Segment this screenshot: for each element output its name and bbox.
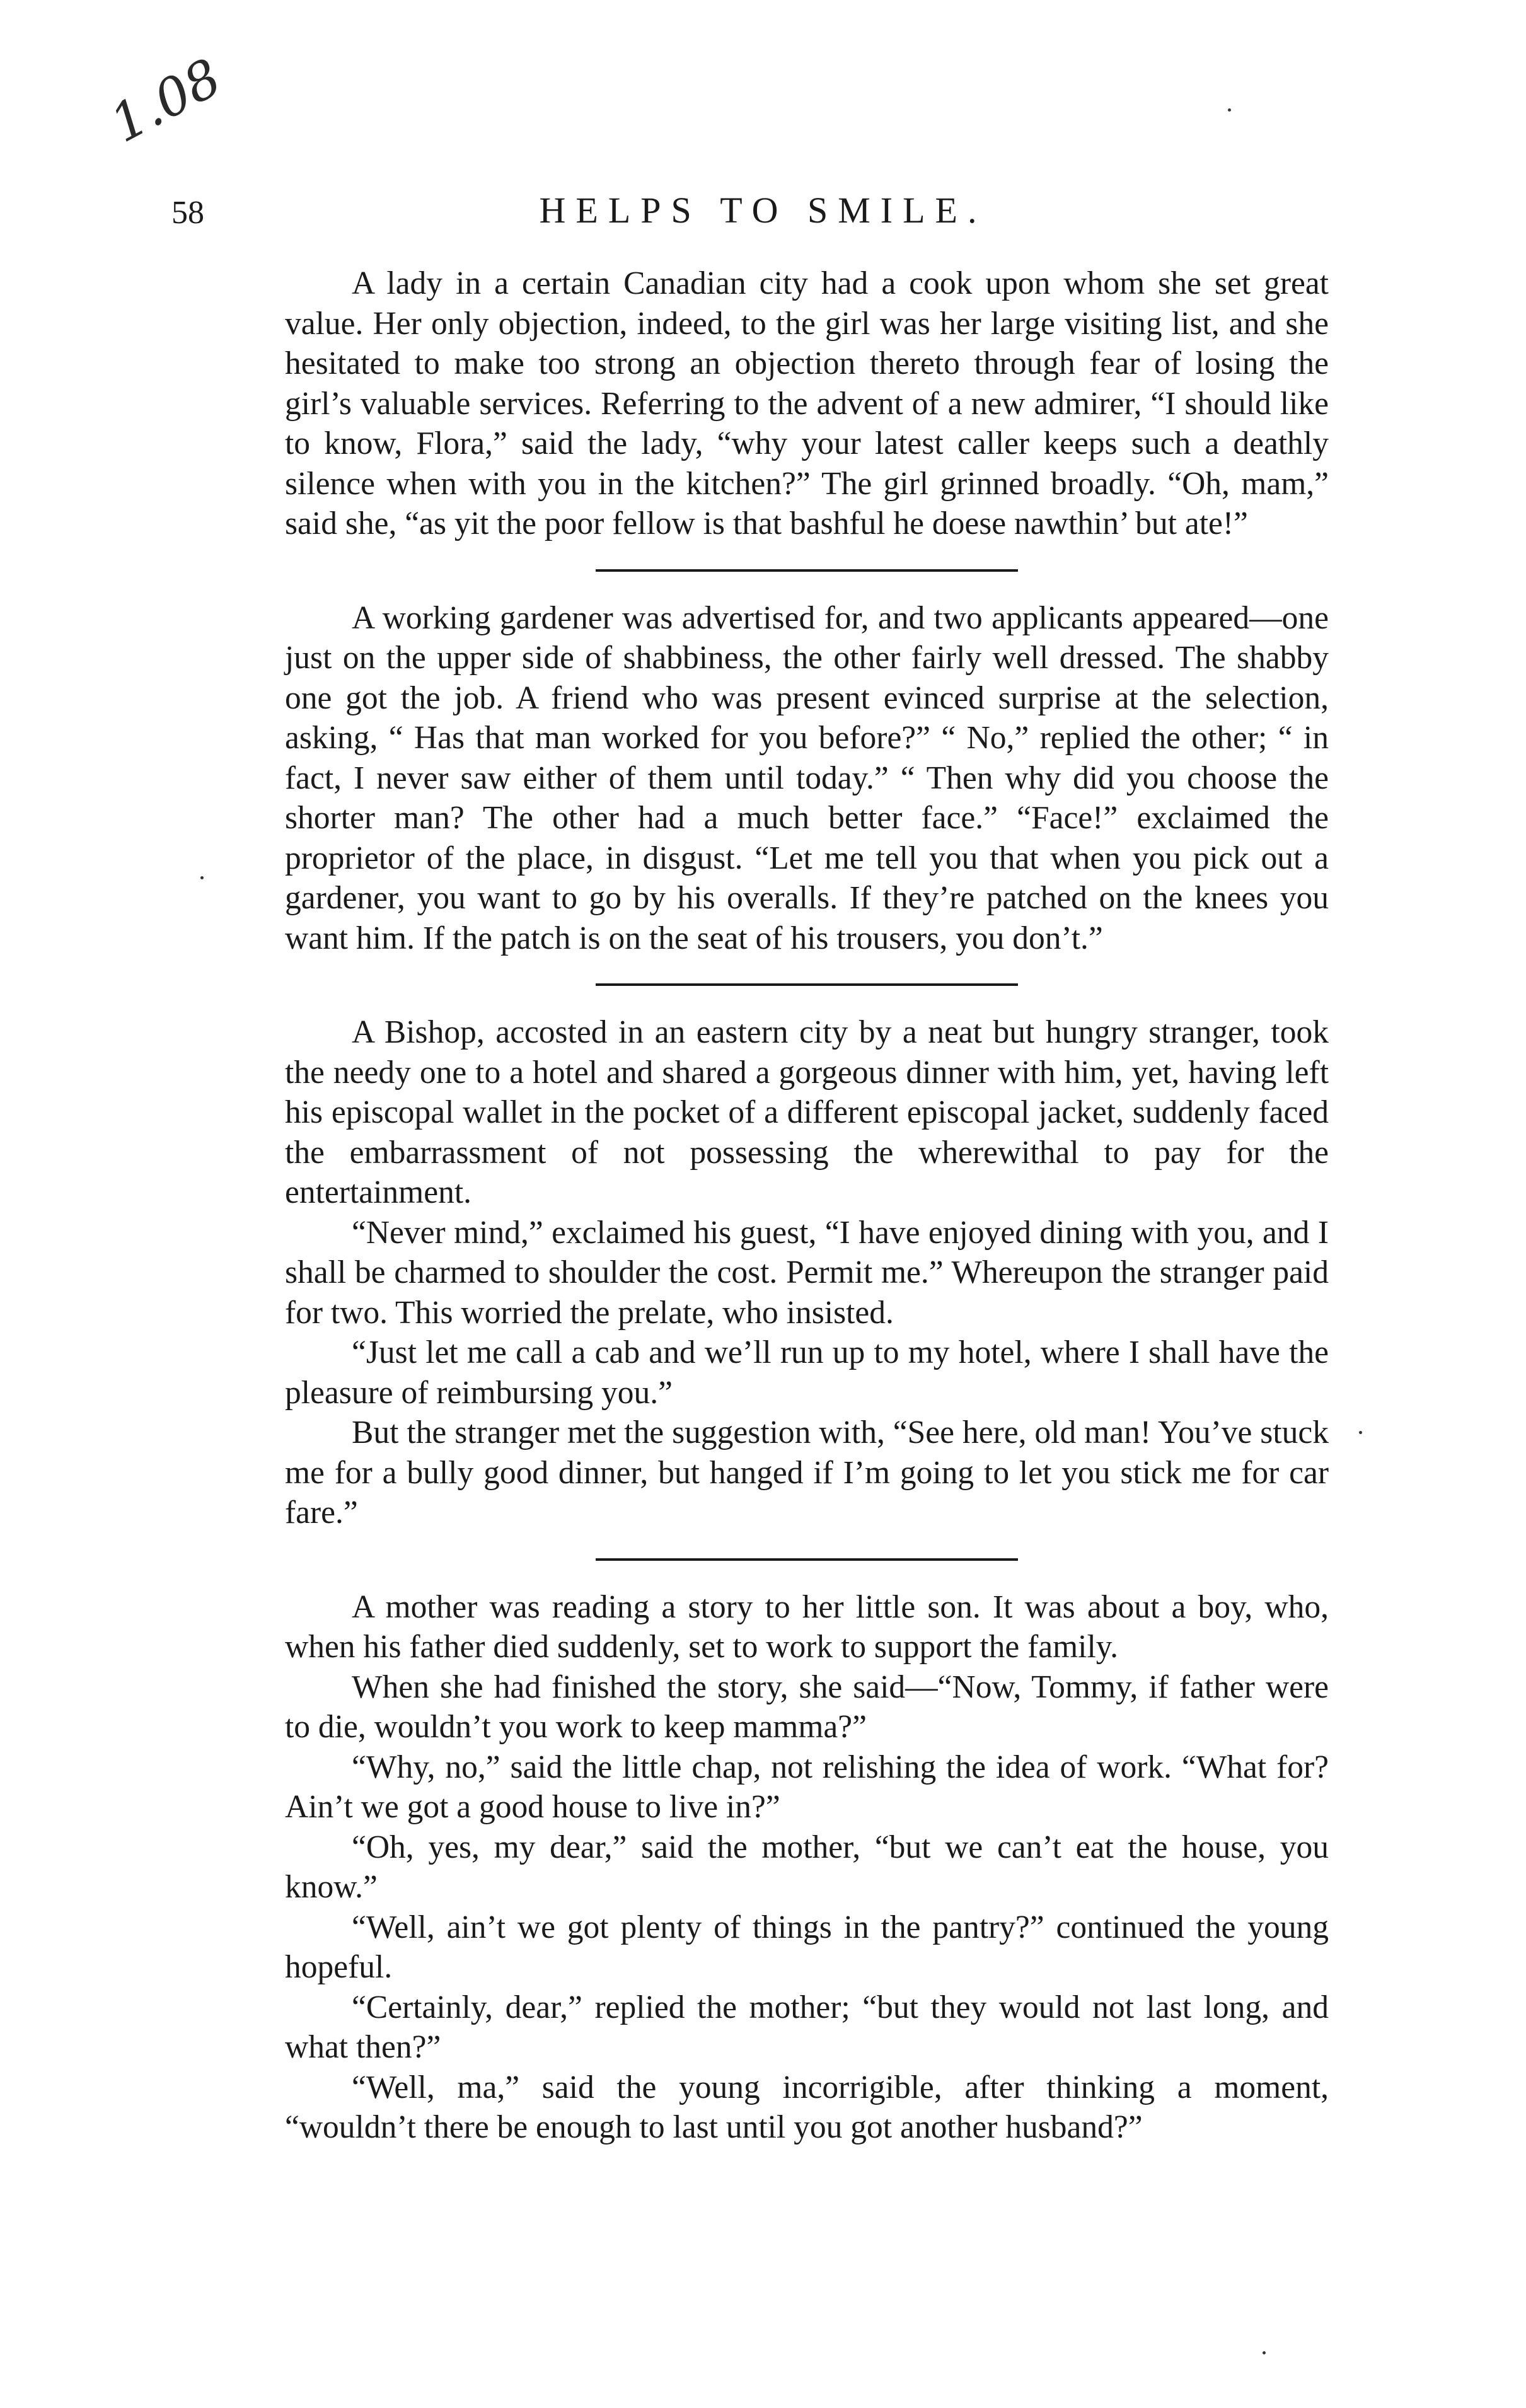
paper-speck [1228, 108, 1231, 112]
running-title: HELPS TO SMILE. [539, 190, 987, 231]
page-body [285, 263, 1329, 2148]
page-number: 58 [171, 195, 204, 231]
story-mother [285, 1587, 1329, 2148]
section-divider [596, 569, 1018, 572]
story-paragraph: “Oh, yes, my dear,” said the mother, “but we can’t eat the house, you know.” [285, 1829, 1329, 1905]
story-cook [285, 263, 1329, 544]
section-divider [596, 983, 1018, 986]
story-paragraph: “Why, no,” said the little chap, not relishing the idea of work. “What for? Ain’t we got a good house to live in?” [285, 1749, 1329, 1825]
story-paragraph: A lady in a certain Canadian city had a cook upon whom she set great value. Her only objection, indeed, to the girl was her large visiting list, and she hesitated to make too strong an objection thereto through fear of losing the girl’s valuable services. Referring to the advent of a new admirer, “I should like to know, Flora,” said the lady, “why your latest caller keeps such a deathly silence when with you in the kitchen?” The girl grinned broadly. “Oh, mam,” said she, “as yit the poor fellow is that bashful he doese nawthin’ but ate!” [285, 265, 1329, 541]
story-paragraph: “Certainly, dear,” replied the mother; “but they would not last long, and what then?” [285, 1989, 1329, 2065]
paper-speck [1263, 2351, 1266, 2354]
story-bishop [285, 1012, 1329, 1533]
story-paragraph: But the stranger met the suggestion with, “See here, old man! You’ve stuck me for a bully good dinner, but hanged if I’m going to let you stick me for car fare.” [285, 1415, 1329, 1531]
story-gardener [285, 598, 1329, 959]
paper-speck [200, 876, 204, 879]
handwritten-margin-note: 1.08 [101, 47, 231, 154]
story-paragraph: A working gardener was advertised for, and two applicants appeared—one just on the upper side of shabbiness, the other fairly well dressed. The shabby one got the job. A friend who was present evinced surprise at the selection, asking, “ Has that man worked for you before?” “ No,” replied the other; “ in fact, I never saw either of them until today.” “ Then why did you choose the shorter man? The other had a much better face.” “Face!” exclaimed the proprietor of the place, in disgust. “Let me tell you that when you pick out a gardener, you want to go by his overalls. If they’re patched on the knees you want him. If the patch is on the seat of his trousers, you don’t.” [285, 599, 1329, 956]
paper-speck [1359, 1431, 1362, 1434]
story-paragraph: A mother was reading a story to her little son. It was about a boy, who, when his father died suddenly, set to work to support the family. [285, 1589, 1329, 1665]
section-divider [596, 1558, 1018, 1561]
story-paragraph: When she had finished the story, she said—“Now, Tommy, if father were to die, wouldn’t you work to keep mamma?” [285, 1669, 1329, 1745]
story-paragraph: “Well, ma,” said the young incorrigible, after thinking a moment, “wouldn’t there be enough to last until you got another husband?” [285, 2069, 1329, 2145]
story-paragraph: “Well, ain’t we got plenty of things in the pantry?” continued the young hopeful. [285, 1909, 1329, 1985]
story-paragraph: A Bishop, accosted in an eastern city by a neat but hungry stranger, took the needy one to a hotel and shared a gorgeous dinner with him, yet, having left his episcopal wallet in the pocket of a different episcopal jacket, suddenly faced the embarrassment of not possessing the wherewithal to pay for the entertainment. [285, 1014, 1329, 1210]
story-paragraph: “Never mind,” exclaimed his guest, “I have enjoyed dining with you, and I shall be charmed to shoulder the cost. Permit me.” Whereupon the stranger paid for two. This worried the prelate, who insisted. [285, 1214, 1329, 1331]
story-paragraph: “Just let me call a cab and we’ll run up to my hotel, where I shall have the pleasure of reimbursing you.” [285, 1334, 1329, 1411]
